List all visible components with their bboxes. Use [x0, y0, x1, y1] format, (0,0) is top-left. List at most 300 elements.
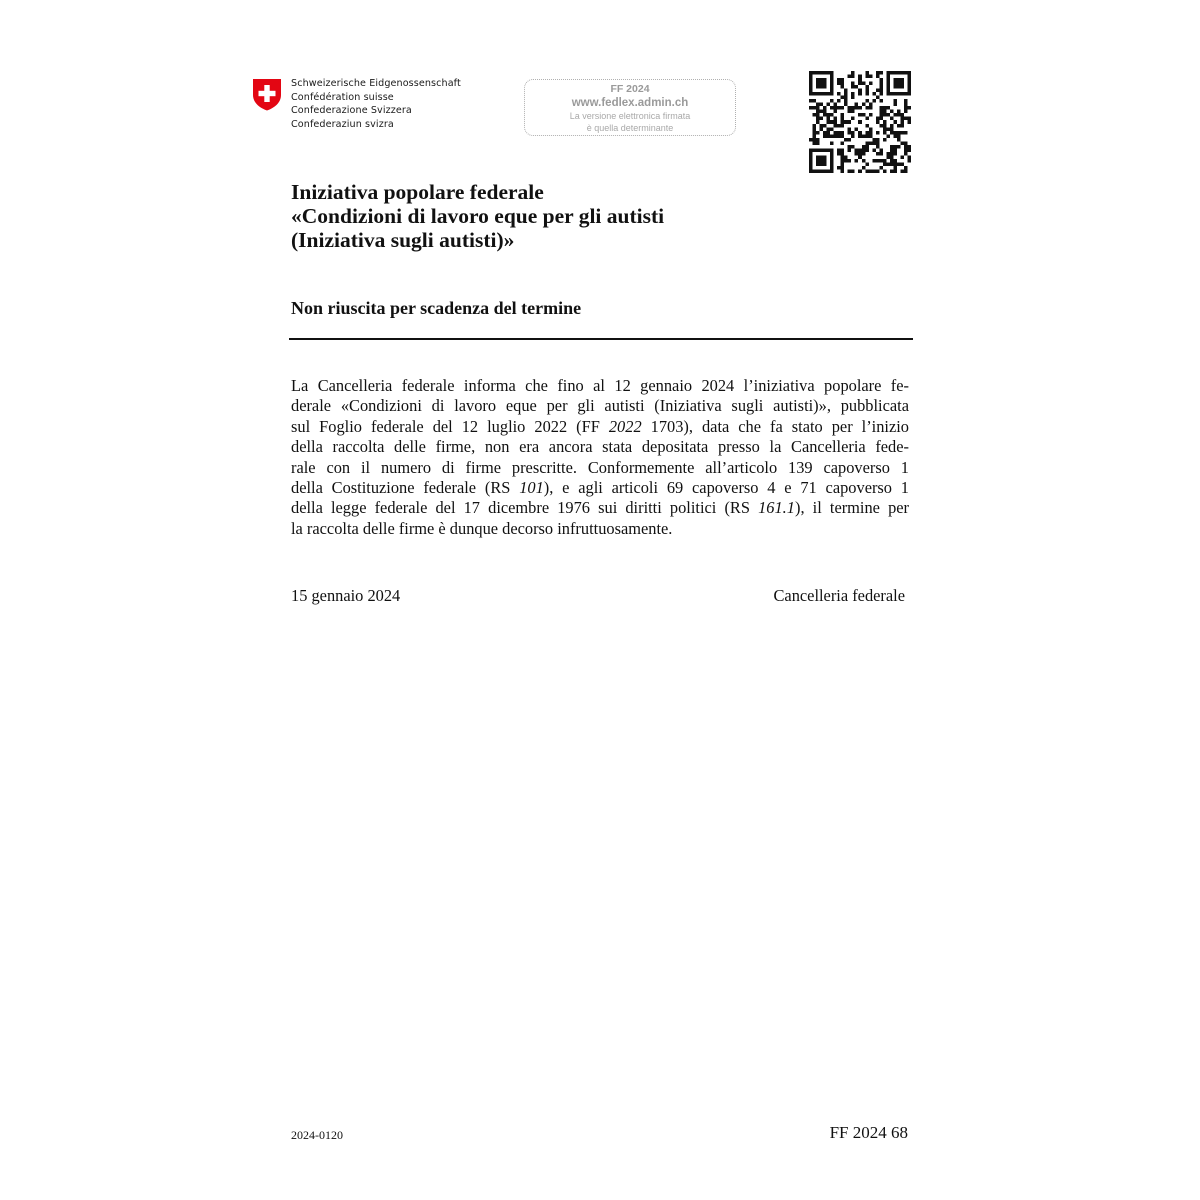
body-line: [291, 478, 909, 498]
qr-module: [872, 138, 876, 142]
qr-module: [813, 134, 817, 138]
qr-module: [893, 92, 897, 96]
qr-module: [890, 110, 894, 114]
qr-module: [893, 82, 897, 86]
qr-module: [816, 110, 820, 114]
qr-module: [904, 152, 908, 156]
qr-module: [837, 78, 841, 82]
qr-module: [851, 75, 855, 79]
qr-module: [879, 124, 883, 128]
qr-module: [862, 145, 866, 149]
qr-module: [869, 103, 873, 107]
qr-module: [848, 75, 852, 79]
qr-module: [897, 71, 901, 75]
qr-module: [865, 71, 869, 75]
qr-module: [865, 145, 869, 149]
qr-module: [862, 103, 866, 107]
qr-module: [897, 134, 901, 138]
qr-module: [851, 169, 855, 173]
qr-module: [876, 71, 880, 75]
qr-module: [879, 82, 883, 86]
qr-module: [886, 92, 890, 96]
qr-module: [862, 159, 866, 163]
qr-module: [897, 131, 901, 135]
name-german: Schweizerische Eidgenossenschaft: [291, 78, 461, 89]
qr-module: [890, 159, 894, 163]
qr-module: [841, 166, 845, 170]
qr-module: [858, 106, 862, 110]
qr-module: [904, 141, 908, 145]
qr-module: [893, 159, 897, 163]
qr-module: [816, 85, 820, 89]
qr-module: [886, 127, 890, 131]
qr-module: [816, 148, 820, 152]
qr-module: [809, 162, 813, 166]
qr-module: [872, 141, 876, 145]
qr-module: [827, 169, 831, 173]
qr-module: [844, 103, 848, 107]
body-line: [291, 498, 909, 518]
swiss-cross-shield-icon: [252, 78, 282, 111]
qr-module: [886, 85, 890, 89]
qr-module: [816, 169, 820, 173]
qr-module: [816, 78, 820, 82]
qr-module: [869, 169, 873, 173]
qr-module: [900, 113, 904, 117]
qr-module: [886, 134, 890, 138]
qr-module: [813, 138, 817, 142]
title-line: «Condizioni di lavoro eque per gli autisti: [291, 204, 665, 228]
qr-module: [900, 78, 904, 82]
qr-module: [855, 85, 859, 89]
name-italian: Confederazione Svizzera: [291, 105, 412, 116]
stamp-url[interactable]: www.fedlex.admin.ch: [571, 97, 689, 109]
qr-module: [858, 89, 862, 93]
qr-module: [893, 103, 897, 107]
qr-module: [813, 92, 817, 96]
qr-module: [876, 96, 880, 100]
qr-module: [820, 162, 824, 166]
body-line: La Cancelleria federale informa che fino al 12 gennaio 2024 l’iniziativa popolare fe-: [291, 376, 909, 395]
qr-module: [851, 71, 855, 75]
qr-module: [869, 75, 873, 79]
qr-module: [820, 117, 824, 121]
qr-module: [897, 113, 901, 117]
qr-module: [879, 78, 883, 82]
qr-module: [813, 141, 817, 145]
qr-module: [820, 159, 824, 163]
qr-module: [844, 96, 848, 100]
qr-module: [900, 120, 904, 124]
qr-module: [865, 92, 869, 96]
qr-module: [830, 152, 834, 156]
qr-module: [827, 113, 831, 117]
qr-module: [869, 127, 873, 131]
qr-module: [823, 134, 827, 138]
qr-module: [904, 71, 908, 75]
qr-module: [865, 141, 869, 145]
qr-module: [858, 92, 862, 96]
qr-module: [823, 106, 827, 110]
qr-module: [865, 169, 869, 173]
qr-module: [830, 92, 834, 96]
name-french: Confédération suisse: [291, 91, 394, 103]
qr-module: [869, 134, 873, 138]
qr-module: [886, 155, 890, 159]
qr-module: [844, 155, 848, 159]
qr-module: [904, 169, 908, 173]
qr-module: [834, 110, 838, 114]
qr-module: [883, 110, 887, 114]
qr-module: [837, 92, 841, 96]
qr-module: [893, 169, 897, 173]
qr-module: [862, 152, 866, 156]
qr-module: [907, 145, 911, 149]
qr-module: [820, 127, 824, 131]
qr-module: [834, 106, 838, 110]
qr-module: [858, 75, 862, 79]
qr-module: [865, 117, 869, 121]
qr-module: [883, 127, 887, 131]
qr-module: [823, 78, 827, 82]
qr-module: [897, 92, 901, 96]
qr-module: [907, 106, 911, 110]
qr-module: [830, 148, 834, 152]
qr-module: [848, 138, 852, 142]
qr-module: [841, 131, 845, 135]
qr-module: [809, 138, 813, 142]
qr-module: [820, 82, 824, 86]
qr-module: [827, 71, 831, 75]
body-line: la raccolta delle firme è dunque decorso infruttuosamente.: [291, 518, 673, 538]
qr-module: [869, 113, 873, 117]
qr-module: [904, 92, 908, 96]
document-number: 2024-0120: [291, 1128, 343, 1142]
qr-module: [844, 92, 848, 96]
qr-module: [823, 169, 827, 173]
qr-module: [820, 110, 824, 114]
qr-module: [837, 152, 841, 156]
qr-module: [813, 113, 817, 117]
qr-module: [890, 152, 894, 156]
qr-module: [883, 124, 887, 128]
qr-module: [809, 159, 813, 163]
qr-module: [879, 85, 883, 89]
qr-module: [858, 134, 862, 138]
qr-module: [886, 113, 890, 117]
qr-module: [876, 152, 880, 156]
qr-module: [830, 169, 834, 173]
qr-module: [848, 106, 852, 110]
qr-module: [827, 134, 831, 138]
qr-module: [865, 131, 869, 135]
qr-module: [893, 162, 897, 166]
qr-module: [858, 82, 862, 86]
qr-module: [893, 131, 897, 135]
qr-module: [893, 152, 897, 156]
qr-module: [886, 82, 890, 86]
qr-module: [848, 127, 852, 131]
body-text-segment: 1703), data che fa stato per l’inizio: [641, 416, 909, 436]
qr-module: [841, 117, 845, 121]
stamp-note-1: La versione elettronica firmata: [569, 111, 691, 121]
qr-module: [823, 155, 827, 159]
qr-module: [813, 106, 817, 110]
qr-module: [890, 145, 894, 149]
qr-module: [900, 92, 904, 96]
title-line: Iniziativa popolare federale: [291, 180, 544, 204]
qr-module: [883, 131, 887, 135]
stamp-ff: FF 2024: [610, 83, 650, 95]
qr-module: [865, 162, 869, 166]
body-text-segment: ), e agli articoli 69 capoverso 4 e 71 capoverso 1: [543, 478, 909, 498]
qr-module: [907, 120, 911, 124]
qr-module: [879, 106, 883, 110]
qr-module: [897, 78, 901, 82]
qr-module: [841, 162, 845, 166]
qr-module: [813, 131, 817, 135]
qr-module: [827, 148, 831, 152]
qr-module: [893, 71, 897, 75]
qr-module: [865, 99, 869, 103]
qr-module: [834, 124, 838, 128]
qr-module: [816, 138, 820, 142]
qr-module: [858, 113, 862, 117]
qr-module: [883, 120, 887, 124]
qr-module: [865, 148, 869, 152]
qr-module: [904, 148, 908, 152]
qr-module: [851, 145, 855, 149]
qr-module: [886, 71, 890, 75]
qr-module: [879, 113, 883, 117]
qr-module: [841, 141, 845, 145]
qr-module: [848, 110, 852, 114]
qr-module: [865, 75, 869, 79]
qr-module: [900, 85, 904, 89]
qr-module: [837, 131, 841, 135]
qr-module: [841, 113, 845, 117]
qr-module: [809, 99, 813, 103]
qr-module: [890, 131, 894, 135]
qr-module: [813, 127, 817, 131]
qr-module: [851, 117, 855, 121]
qr-module: [816, 106, 820, 110]
qr-module: [879, 110, 883, 114]
qr-module: [876, 75, 880, 79]
qr-module: [879, 117, 883, 121]
body-text-segment: della Costituzione federale (RS: [291, 478, 520, 498]
qr-module: [893, 166, 897, 170]
qr-module: [879, 92, 883, 96]
qr-module: [904, 166, 908, 170]
qr-module: [886, 106, 890, 110]
body-text-segment: ), il termine per: [794, 498, 909, 518]
qr-module: [893, 134, 897, 138]
qr-module: [830, 82, 834, 86]
qr-module: [830, 159, 834, 163]
qr-module: [837, 148, 841, 152]
qr-module: [834, 131, 838, 135]
qr-module: [900, 169, 904, 173]
qr-module: [893, 120, 897, 124]
qr-module: [876, 138, 880, 142]
qr-module: [830, 120, 834, 124]
qr-module: [841, 155, 845, 159]
qr-module: [830, 106, 834, 110]
document-date: 15 gennaio 2024: [291, 586, 401, 605]
qr-module: [841, 120, 845, 124]
qr-module: [879, 159, 883, 163]
qr-module: [879, 99, 883, 103]
qr-module: [841, 152, 845, 156]
qr-module: [855, 103, 859, 107]
qr-module: [879, 89, 883, 93]
document-subtitle: Non riuscita per scadenza del termine: [291, 298, 582, 318]
qr-module: [827, 127, 831, 131]
qr-module: [858, 131, 862, 135]
qr-module: [834, 117, 838, 121]
qr-module: [823, 71, 827, 75]
qr-module: [907, 78, 911, 82]
qr-module: [823, 162, 827, 166]
qr-module: [816, 82, 820, 86]
qr-module: [897, 138, 901, 142]
qr-module: [900, 141, 904, 145]
qr-module: [809, 155, 813, 159]
qr-module: [851, 131, 855, 135]
qr-module: [865, 124, 869, 128]
qr-module: [893, 148, 897, 152]
qr-module: [897, 85, 901, 89]
qr-module: [900, 124, 904, 128]
qr-module: [813, 71, 817, 75]
qr-module: [904, 117, 908, 121]
qr-module: [830, 134, 834, 138]
divider: [289, 338, 913, 340]
qr-module: [876, 159, 880, 163]
qr-module: [900, 155, 904, 159]
qr-module: [809, 92, 813, 96]
qr-module: [890, 169, 894, 173]
qr-module: [823, 148, 827, 152]
qr-module: [809, 85, 813, 89]
qr-module: [904, 145, 908, 149]
document-signer: Cancelleria federale: [773, 586, 905, 605]
qr-module: [907, 117, 911, 121]
qr-module: [907, 92, 911, 96]
qr-module: [907, 71, 911, 75]
qr-module: [841, 82, 845, 86]
qr-module: [820, 85, 824, 89]
qr-module: [830, 75, 834, 79]
qr-module: [904, 99, 908, 103]
qr-module: [827, 131, 831, 135]
body-text-italic: 101: [519, 478, 544, 498]
body-line: della raccolta delle firme, non era ancora stata depositata presso la Cancelleria fede-: [291, 437, 909, 457]
qr-module: [876, 89, 880, 93]
qr-module: [869, 82, 873, 86]
qr-module: [848, 120, 852, 124]
qr-module: [813, 169, 817, 173]
qr-module: [890, 124, 894, 128]
qr-module: [862, 134, 866, 138]
qr-module: [809, 89, 813, 93]
qr-module: [816, 113, 820, 117]
qr-module: [862, 82, 866, 86]
name-romansh: Confederaziun svizra: [291, 118, 394, 130]
qr-module: [890, 117, 894, 121]
qr-module: [837, 106, 841, 110]
qr-module: [823, 85, 827, 89]
qr-module: [883, 113, 887, 117]
qr-module: [869, 131, 873, 135]
qr-module: [872, 99, 876, 103]
qr-module: [872, 92, 876, 96]
qr-module: [830, 85, 834, 89]
qr-module: [848, 145, 852, 149]
qr-module: [834, 134, 838, 138]
qr-module: [809, 106, 813, 110]
qr-module: [823, 110, 827, 114]
qr-module: [907, 89, 911, 93]
qr-module: [869, 106, 873, 110]
qr-module: [816, 92, 820, 96]
qr-module: [823, 92, 827, 96]
qr-module: [816, 159, 820, 163]
qr-module: [809, 169, 813, 173]
qr-module: [841, 124, 845, 128]
qr-module: [907, 75, 911, 79]
qr-module: [883, 159, 887, 163]
qr-module: [820, 103, 824, 107]
qr-module: [879, 71, 883, 75]
qr-module: [907, 155, 911, 159]
qr-module: [820, 78, 824, 82]
qr-module: [841, 85, 845, 89]
qr-module: [827, 120, 831, 124]
qr-module: [904, 106, 908, 110]
qr-module: [883, 138, 887, 142]
qr-module: [907, 85, 911, 89]
qr-module: [893, 78, 897, 82]
qr-module: [858, 120, 862, 124]
qr-module: [837, 134, 841, 138]
qr-module: [851, 110, 855, 114]
qr-module: [886, 162, 890, 166]
qr-module: [858, 169, 862, 173]
qr-module: [816, 162, 820, 166]
qr-module: [848, 131, 852, 135]
qr-module: [848, 169, 852, 173]
qr-module: [907, 148, 911, 152]
qr-module: [816, 120, 820, 124]
qr-module: [830, 113, 834, 117]
qr-module: [809, 78, 813, 82]
qr-module: [886, 152, 890, 156]
qr-module: [876, 141, 880, 145]
body-line: rale con il numero di firme prescritte. Conformemente all’articolo 139 capoverso 1: [291, 457, 909, 477]
qr-module: [851, 82, 855, 86]
qr-module: [841, 96, 845, 100]
qr-module: [809, 166, 813, 170]
qr-module: [876, 117, 880, 121]
qr-module: [809, 152, 813, 156]
qr-module: [837, 124, 841, 128]
body-text-italic: 2022: [608, 416, 642, 436]
qr-module: [834, 120, 838, 124]
qr-module: [816, 141, 820, 145]
qr-module: [830, 99, 834, 103]
